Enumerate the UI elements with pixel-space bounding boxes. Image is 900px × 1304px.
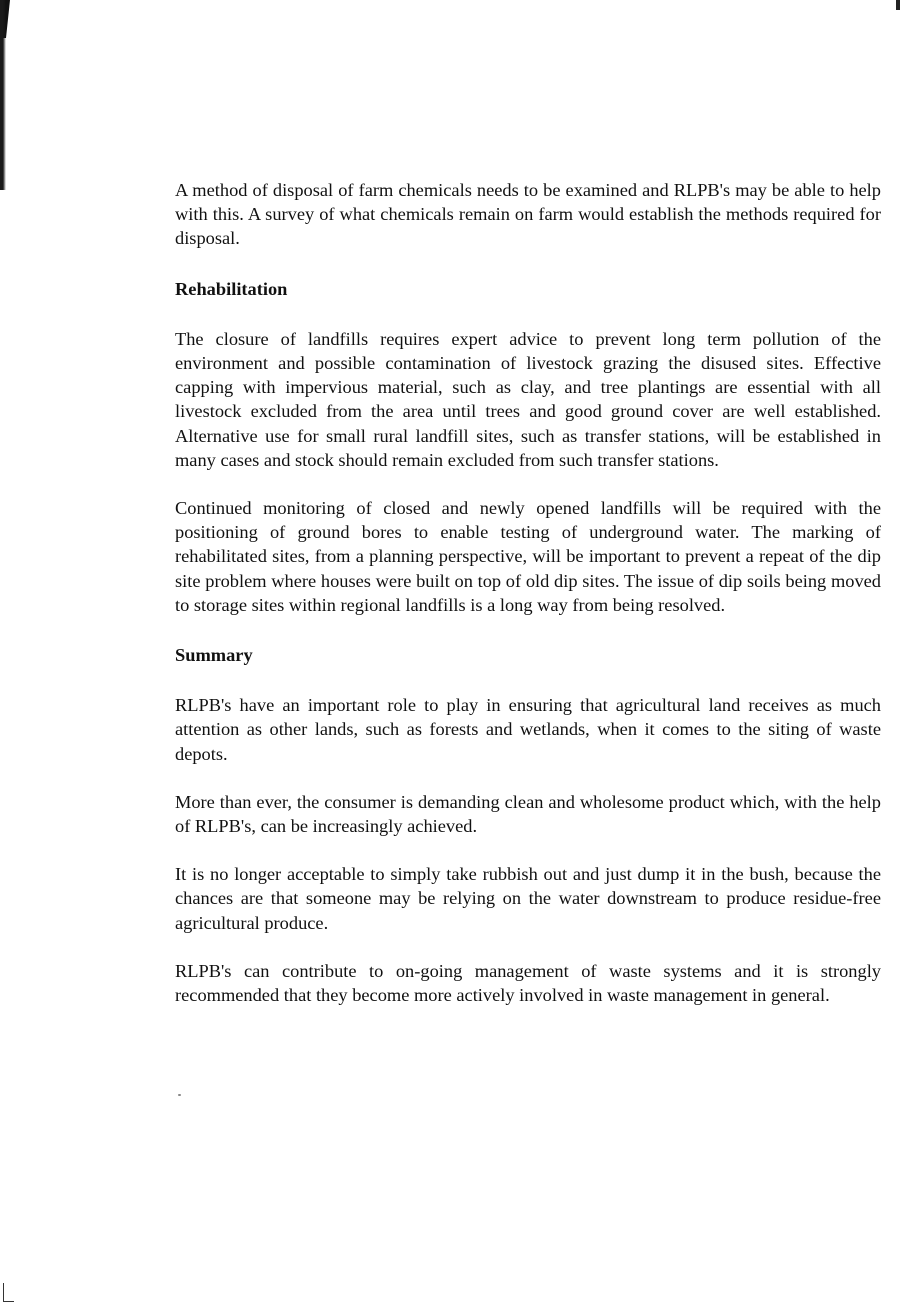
scan-corner-mark-bottom-left bbox=[3, 1283, 14, 1302]
document-page bbox=[175, 178, 881, 1007]
scan-edge-mark-top-right bbox=[896, 0, 900, 10]
scan-edge-shadow-left bbox=[0, 0, 6, 190]
paragraph-summary-2: More than ever, the consumer is demanding clean and wholesome product which, with the help of RLPB's, can be increasingly achieved. bbox=[175, 791, 881, 837]
paragraph-summary-4: RLPB's can contribute to on-going management of waste systems and it is strongly recommended that they become more actively involved in waste management in general. bbox=[175, 960, 881, 1006]
scan-speck bbox=[178, 1094, 181, 1096]
heading-summary: Summary bbox=[175, 645, 253, 666]
heading-rehabilitation: Rehabilitation bbox=[175, 278, 288, 299]
paragraph-rehabilitation-2: Continued monitoring of closed and newly opened landfills will be required with the positioning of ground bores to enable testing of underground water. The marking of rehabilitated sites, from a planning perspective, will be important to prevent a repeat of the dip site problem where houses were built on top of old dip sites. The issue of dip soils being moved to storage sites within regional landfills is a long way from being resolved. bbox=[175, 498, 881, 615]
paragraph-summary-3: It is no longer acceptable to simply take rubbish out and just dump it in the bush, because the chances are that someone may be relying on the water downstream to produce residue-free agricultural produce. bbox=[175, 864, 881, 933]
paragraph-intro: A method of disposal of farm chemicals needs to be examined and RLPB's may be able to help with this. A survey of what chemicals remain on farm would establish the methods required for disposal. bbox=[175, 180, 881, 249]
paragraph-rehabilitation-1: The closure of landfills requires expert advice to prevent long term pollution of the environment and possible contamination of livestock grazing the disused sites. Effective capping with impervious material, such as clay, and tree plantings are essential with all livestock excluded from the area until trees and good ground cover are well established. Alternative use for small rural landfill sites, such as transfer stations, will be established in many cases and stock should remain excluded from such transfer stations. bbox=[175, 328, 881, 470]
paragraph-summary-1: RLPB's have an important role to play in ensuring that agricultural land receives as much attention as other lands, such as forests and wetlands, when it comes to the siting of waste depots. bbox=[175, 695, 881, 764]
